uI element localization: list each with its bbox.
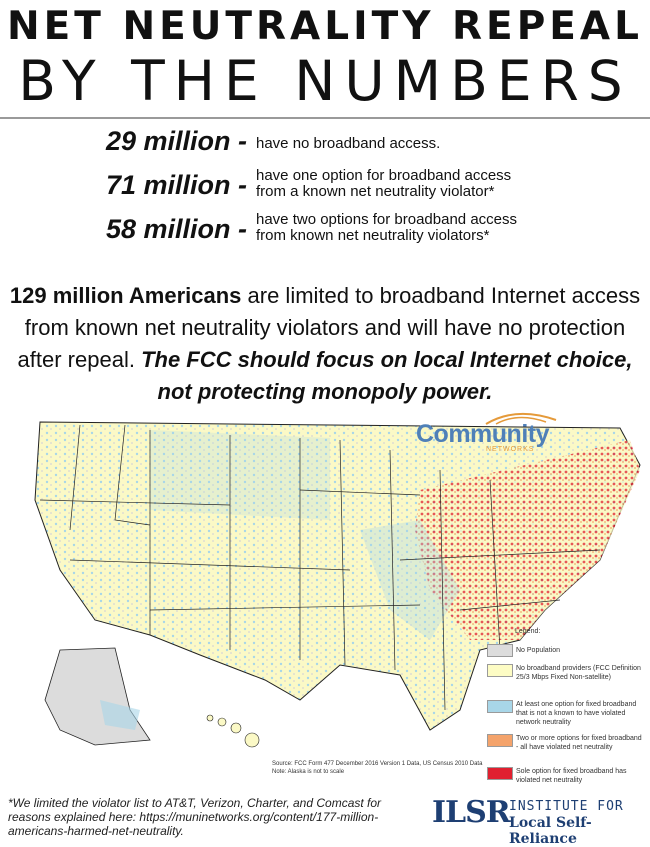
stat-description: have no broadband access. bbox=[256, 135, 441, 152]
alaska bbox=[45, 648, 150, 745]
header-divider bbox=[0, 117, 650, 119]
page-title: NET NEUTRALITY REPEAL bbox=[7, 4, 643, 49]
hawaii bbox=[207, 715, 259, 747]
stat-row bbox=[0, 124, 650, 164]
ilsr-logo: ILSR bbox=[432, 795, 510, 830]
legend-title: Legend: bbox=[515, 628, 541, 635]
legend-swatch bbox=[487, 644, 513, 657]
summary-paragraph bbox=[0, 280, 650, 408]
stat-row bbox=[0, 168, 650, 208]
stat-number: 58 million - bbox=[105, 214, 247, 244]
contiguous-us bbox=[35, 422, 640, 730]
summary-text: are limited to broadband Internet access from known net neutrality violators and will have no protection after repeal. bbox=[17, 283, 641, 372]
stat-number: 29 million - bbox=[105, 126, 247, 156]
legend-label: Sole option for fixed broadband has violated net neutrality bbox=[516, 768, 627, 784]
footnote: *We limited the violator list to AT&T, Verizon, Charter, and Comcast for reasons explained here: https://muninetworks.org/content/177-million-americans-harmed-net-neutrality. bbox=[8, 796, 382, 838]
legend-label: No Population bbox=[516, 647, 560, 654]
legend-label: No broadband providers (FCC Definition 25/3 Mbps Fixed Non-satellite) bbox=[516, 665, 641, 681]
ilsr-name-line1: INSTITUTE FOR bbox=[509, 799, 624, 814]
summary-lead: 129 million Americans bbox=[9, 283, 242, 308]
stat-number: 71 million - bbox=[105, 170, 247, 200]
legend-swatch bbox=[487, 767, 513, 780]
stat-description: have one option for broadband access from a known net neutrality violator* bbox=[256, 167, 512, 200]
ilsr-name-line2: Local Self-Reliance bbox=[509, 815, 592, 847]
summary-emphasis: The FCC should focus on local Internet choice, not protecting monopoly power. bbox=[141, 347, 633, 404]
page-subtitle: BY THE NUMBERS bbox=[18, 49, 632, 113]
map-source-note: Source: FCC Form 477 December 2016 Version 1 Data, US Census 2010 Data Note: Alaska is not to scale bbox=[272, 761, 483, 775]
stat-row bbox=[0, 212, 650, 252]
us-broadband-map bbox=[0, 410, 650, 790]
stat-description: have two options for broadband access from known net neutrality violators* bbox=[256, 211, 517, 244]
legend-label: At least one option for fixed broadband that is not a known to have violated network neutrality bbox=[516, 701, 637, 726]
legend-swatch bbox=[487, 734, 513, 747]
legend-swatch bbox=[487, 700, 513, 713]
legend-swatch bbox=[487, 664, 513, 677]
legend-label: Two or more options for fixed broadband - all have violated net neutrality bbox=[516, 735, 642, 751]
community-networks-logo: Community NETWORKS bbox=[416, 408, 566, 458]
